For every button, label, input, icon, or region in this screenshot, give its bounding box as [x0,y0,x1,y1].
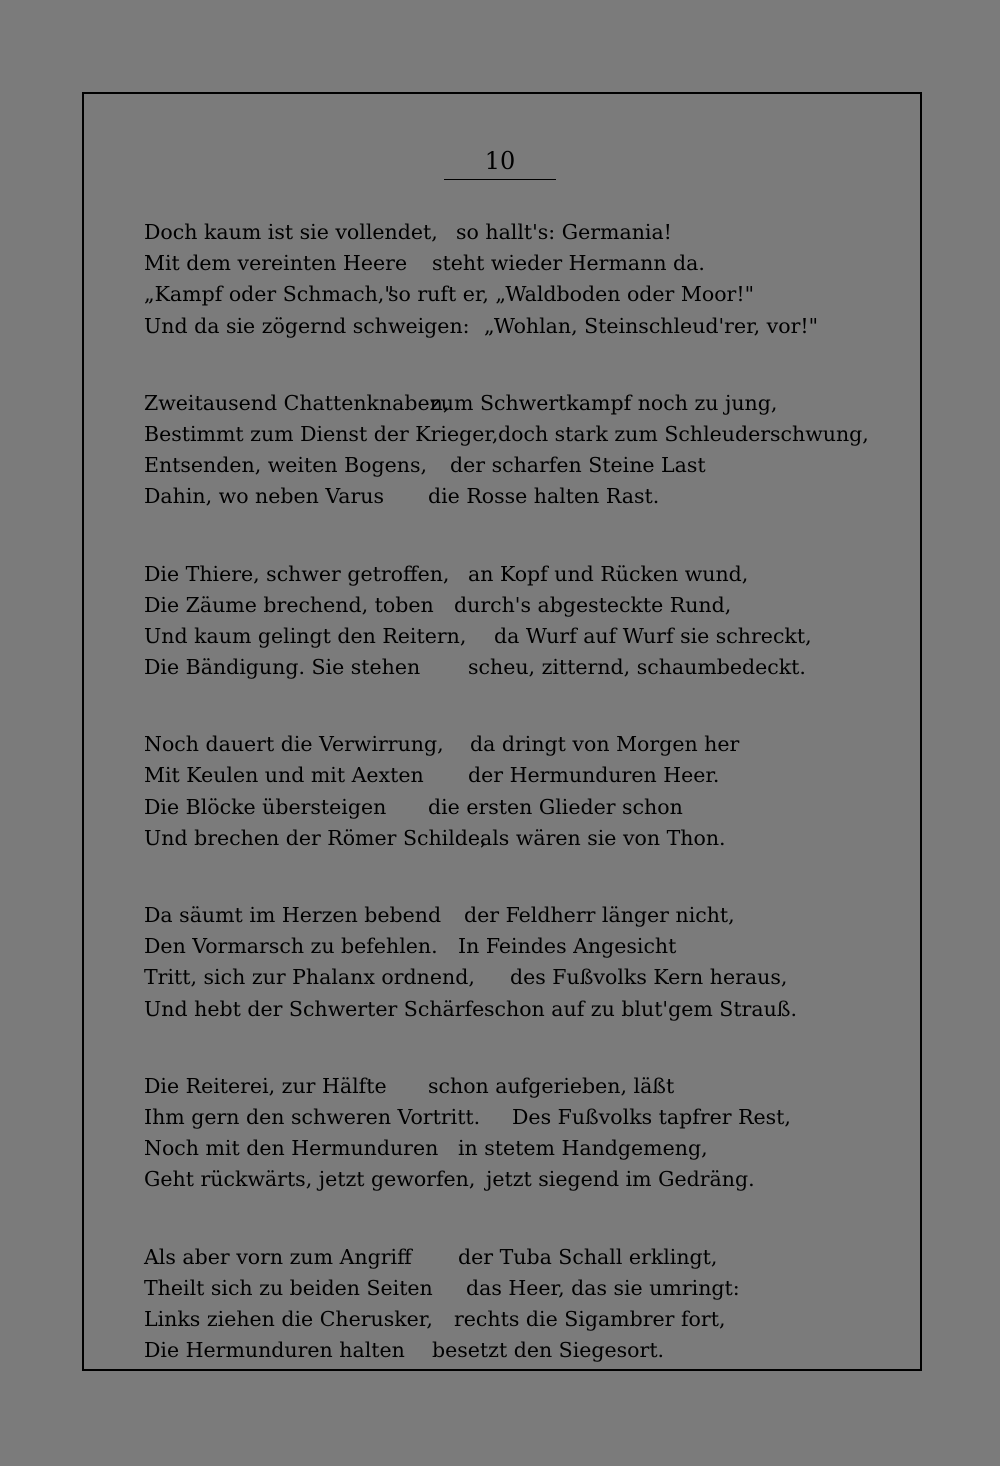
verse-first-half: Tritt, sich zur Phalanx ordnend, [144,965,475,990]
frame-rule-top [82,92,922,94]
verse-line [144,1164,884,1195]
verse-second-half: scheu, zitternd, schaumbedeckt. [468,655,806,680]
verse-first-half: Den Vormarsch zu befehlen. [144,934,438,959]
stanza [144,900,884,1025]
stanza [144,217,884,342]
verse-line [144,217,884,248]
verse-line [144,994,884,1025]
verse-first-half: Noch dauert die Verwirrung, [144,732,444,757]
verse-first-half: Und hebt der Schwerter Schärfe [144,996,485,1021]
verse-first-half: Entsenden, weiten Bogens, [144,453,427,478]
verse-line [144,450,884,481]
frame-rule-left [82,92,84,1371]
verse-line [144,311,884,342]
verse-line [144,1102,884,1133]
verse-first-half: Die Hermunduren halten [144,1338,405,1363]
verse-first-half: Und da sie zögernd schweigen: [144,313,470,338]
verse-first-half: Und kaum gelingt den Reitern, [144,623,467,648]
verse-line [144,559,884,590]
frame-rule-right [920,92,922,1371]
verse-first-half: Und brechen der Römer Schilde, [144,825,487,850]
verse-line [144,1304,884,1335]
verse-line [144,388,884,419]
verse-second-half: der Feldherr länger nicht, [464,903,735,927]
stanza [144,388,884,513]
verse-second-half: der Hermunduren Heer. [468,763,720,788]
verse-line [144,621,884,652]
verse-first-half: Theilt sich zu beiden Seiten [144,1275,433,1300]
verse-second-half: der Tuba Schall erklingt, [458,1244,718,1269]
verse-first-half: Da säumt im Herzen bebend [144,903,442,927]
verse-second-half: steht wieder Hermann da. [432,251,705,276]
verse-line [144,792,884,823]
verse-first-half: Als aber vorn zum Angriff [144,1244,412,1269]
verse-line [144,1133,884,1164]
verse-first-half: Dahin, wo neben Varus [144,484,385,509]
verse-line [144,1335,884,1366]
verse-line [144,652,884,683]
verse-line [144,900,884,931]
verse-second-half: so ruft er, „Waldboden oder Moor!" [388,282,755,307]
verse-second-half: durch's abgesteckte Rund, [454,592,732,617]
stanza [144,729,884,854]
verse-line [144,760,884,791]
verse-second-half: schon auf zu blut'gem Strauß. [484,996,797,1021]
verse-line [144,590,884,621]
verse-line [144,931,884,962]
verse-line [144,419,884,450]
verse-line [144,823,884,854]
verse-second-half: die Rosse halten Rast. [428,484,660,509]
verse-first-half: Die Blöcke übersteigen [144,794,387,819]
verse-second-half: da Wurf auf Wurf sie schreckt, [494,623,812,648]
verse-second-half: in stetem Handgemeng, [458,1136,708,1161]
verse-second-half: das Heer, das sie umringt: [466,1275,740,1300]
verse-first-half: „Kampf oder Schmach," [144,282,394,307]
verse-first-half: Doch kaum ist sie vollendet, [144,220,438,244]
verse-first-half: Links ziehen die Cherusker, [144,1306,433,1331]
verse-line [144,1071,884,1102]
verse-first-half: Mit Keulen und mit Aexten [144,763,424,788]
verse-second-half: zum Schwertkampf noch zu jung, [430,390,778,415]
verse-first-half: Die Zäume brechend, toben [144,592,434,617]
verse-second-half: die ersten Glieder schon [428,794,683,819]
verse-first-half: Ihm gern den schweren Vortritt. [144,1104,481,1129]
page-number: 10 [484,147,516,175]
verse-first-half: Mit dem vereinten Heere [144,251,408,276]
verse-first-half: Geht rückwärts, jetzt geworfen, [144,1167,476,1192]
verse-second-half: da dringt von Morgen her [470,732,740,757]
stanza [144,559,884,684]
verse-second-half: doch stark zum Schleuderschwung, [498,421,869,446]
verse-first-half: Die Reiterei, zur Hälfte [144,1073,387,1098]
verse-first-half: Noch mit den Hermunduren [144,1136,439,1161]
verse-second-half: als wären sie von Thon. [480,825,726,850]
verse-second-half: rechts die Sigambrer fort, [454,1306,726,1331]
verse-second-half: Des Fußvolks tapfrer Rest, [512,1104,791,1129]
stanza [144,1242,884,1367]
verse-line [144,481,884,512]
verse-second-half: In Feindes Angesicht [458,934,677,959]
verse-line [144,962,884,993]
verse-second-half: der scharfen Steine Last [450,453,706,478]
verse-second-half: „Wohlan, Steinschleud'rer, vor!" [484,313,819,338]
stanza [144,1071,884,1196]
verse-first-half: Bestimmt zum Dienst der Krieger, [144,421,499,446]
verse-line [144,248,884,279]
verse-line [144,1273,884,1304]
verse-first-half: Die Bändigung. Sie stehen [144,655,421,680]
verse-second-half: schon aufgerieben, läßt [428,1073,675,1098]
verse-line [144,1242,884,1273]
verse-second-half: besetzt den Siegesort. [432,1338,665,1363]
verse-first-half: Die Thiere, schwer getroffen, [144,561,450,586]
page-number-underline [444,179,556,180]
verse-second-half: jetzt siegend im Gedräng. [486,1167,755,1192]
verse-first-half: Zweitausend Chattenknaben, [144,390,450,415]
verse-line [144,279,884,310]
verse-second-half: so hallt's: Germania! [456,220,672,244]
poem-body [144,217,884,1412]
verse-line [144,729,884,760]
verse-second-half: des Fußvolks Kern heraus, [510,965,788,990]
verse-second-half: an Kopf und Rücken wund, [468,561,749,586]
